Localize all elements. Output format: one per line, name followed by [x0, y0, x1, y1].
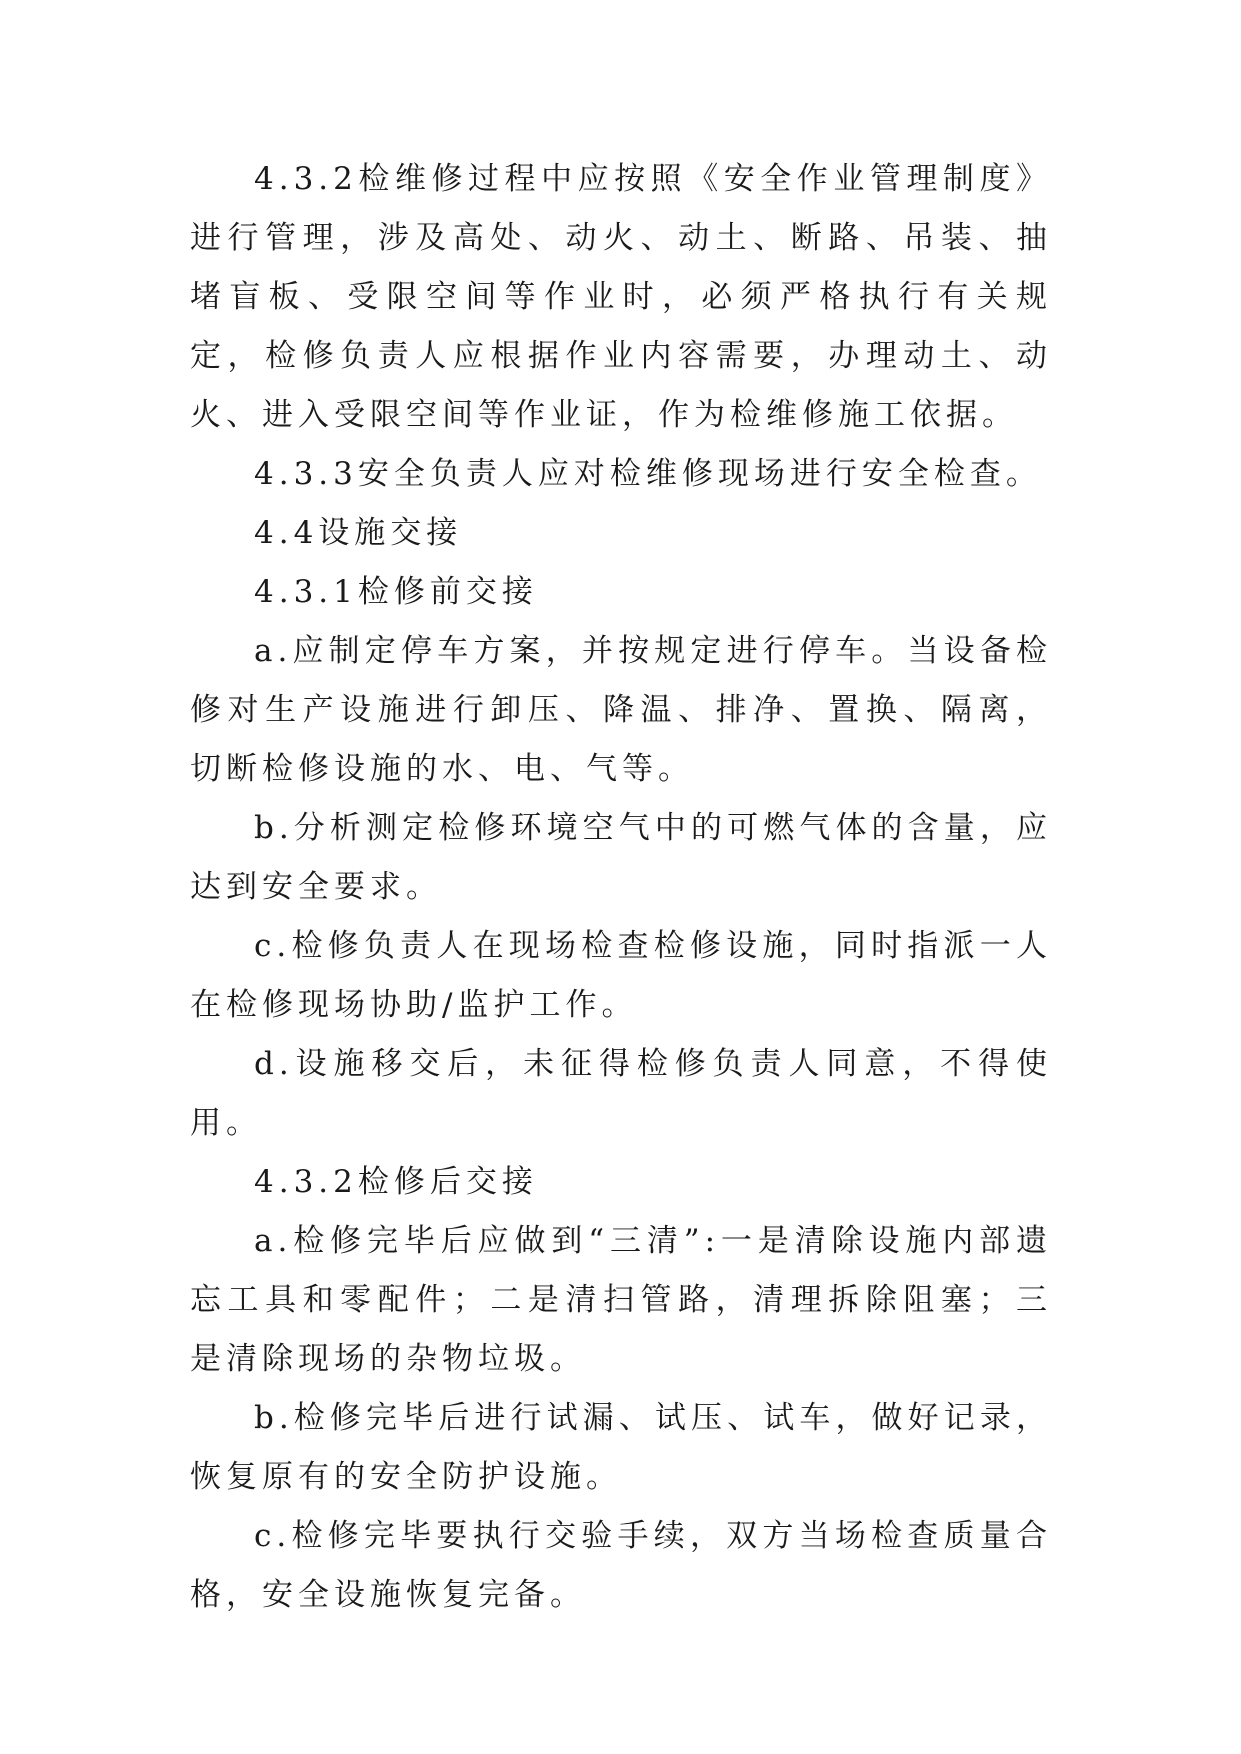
- heading-4-3-1-pre-maintenance-handover: 4.3.1检修前交接: [254, 574, 538, 610]
- item-c-acceptance-procedure: c.检修完毕要执行交验手续，双方当场检查质量合格，安全设施恢复完备。: [190, 1518, 1052, 1613]
- item-a-three-cleanups: a.检修完毕后应做到“三清”:一是清除设施内部遗忘工具和零配件；二是清扫管路，清理拆除阻塞；三是清除现场的杂物垃圾。: [190, 1223, 1052, 1377]
- heading-4-3-2-post-maintenance-handover: 4.3.2检修后交接: [254, 1164, 538, 1200]
- item-a-shutdown-plan: a.应制定停车方案，并按规定进行停车。当设备检修对生产设施进行卸压、降温、排净、置换、隔离，切断检修设施的水、电、气等。: [190, 633, 1052, 787]
- document-body: [190, 150, 1052, 1625]
- item-b-gas-analysis: b.分析测定检修环境空气中的可燃气体的含量，应达到安全要求。: [190, 810, 1052, 905]
- item-b-leak-pressure-test: b.检修完毕后进行试漏、试压、试车，做好记录，恢复原有的安全防护设施。: [190, 1400, 1052, 1495]
- paragraph-4-3-3-safety-inspection: 4.3.3安全负责人应对检维修现场进行安全检查。: [254, 456, 1042, 492]
- heading-4-4-facility-handover: 4.4设施交接: [254, 515, 463, 551]
- paragraph-4-3-2-maintenance-process: 4.3.2检维修过程中应按照《安全作业管理制度》进行管理，涉及高处、动火、动土、断路、吊装、抽堵盲板、受限空间等作业时，必须严格执行有关规定，检修负责人应根据作业内容需要，办理动土、动火、进入受限空间等作业证，作为检维修施工依据。: [190, 161, 1052, 433]
- item-c-onsite-inspection: c.检修负责人在现场检查检修设施，同时指派一人在检修现场协助/监护工作。: [190, 928, 1052, 1023]
- item-d-facility-transfer: d.设施移交后，未征得检修负责人同意，不得使用。: [190, 1046, 1052, 1141]
